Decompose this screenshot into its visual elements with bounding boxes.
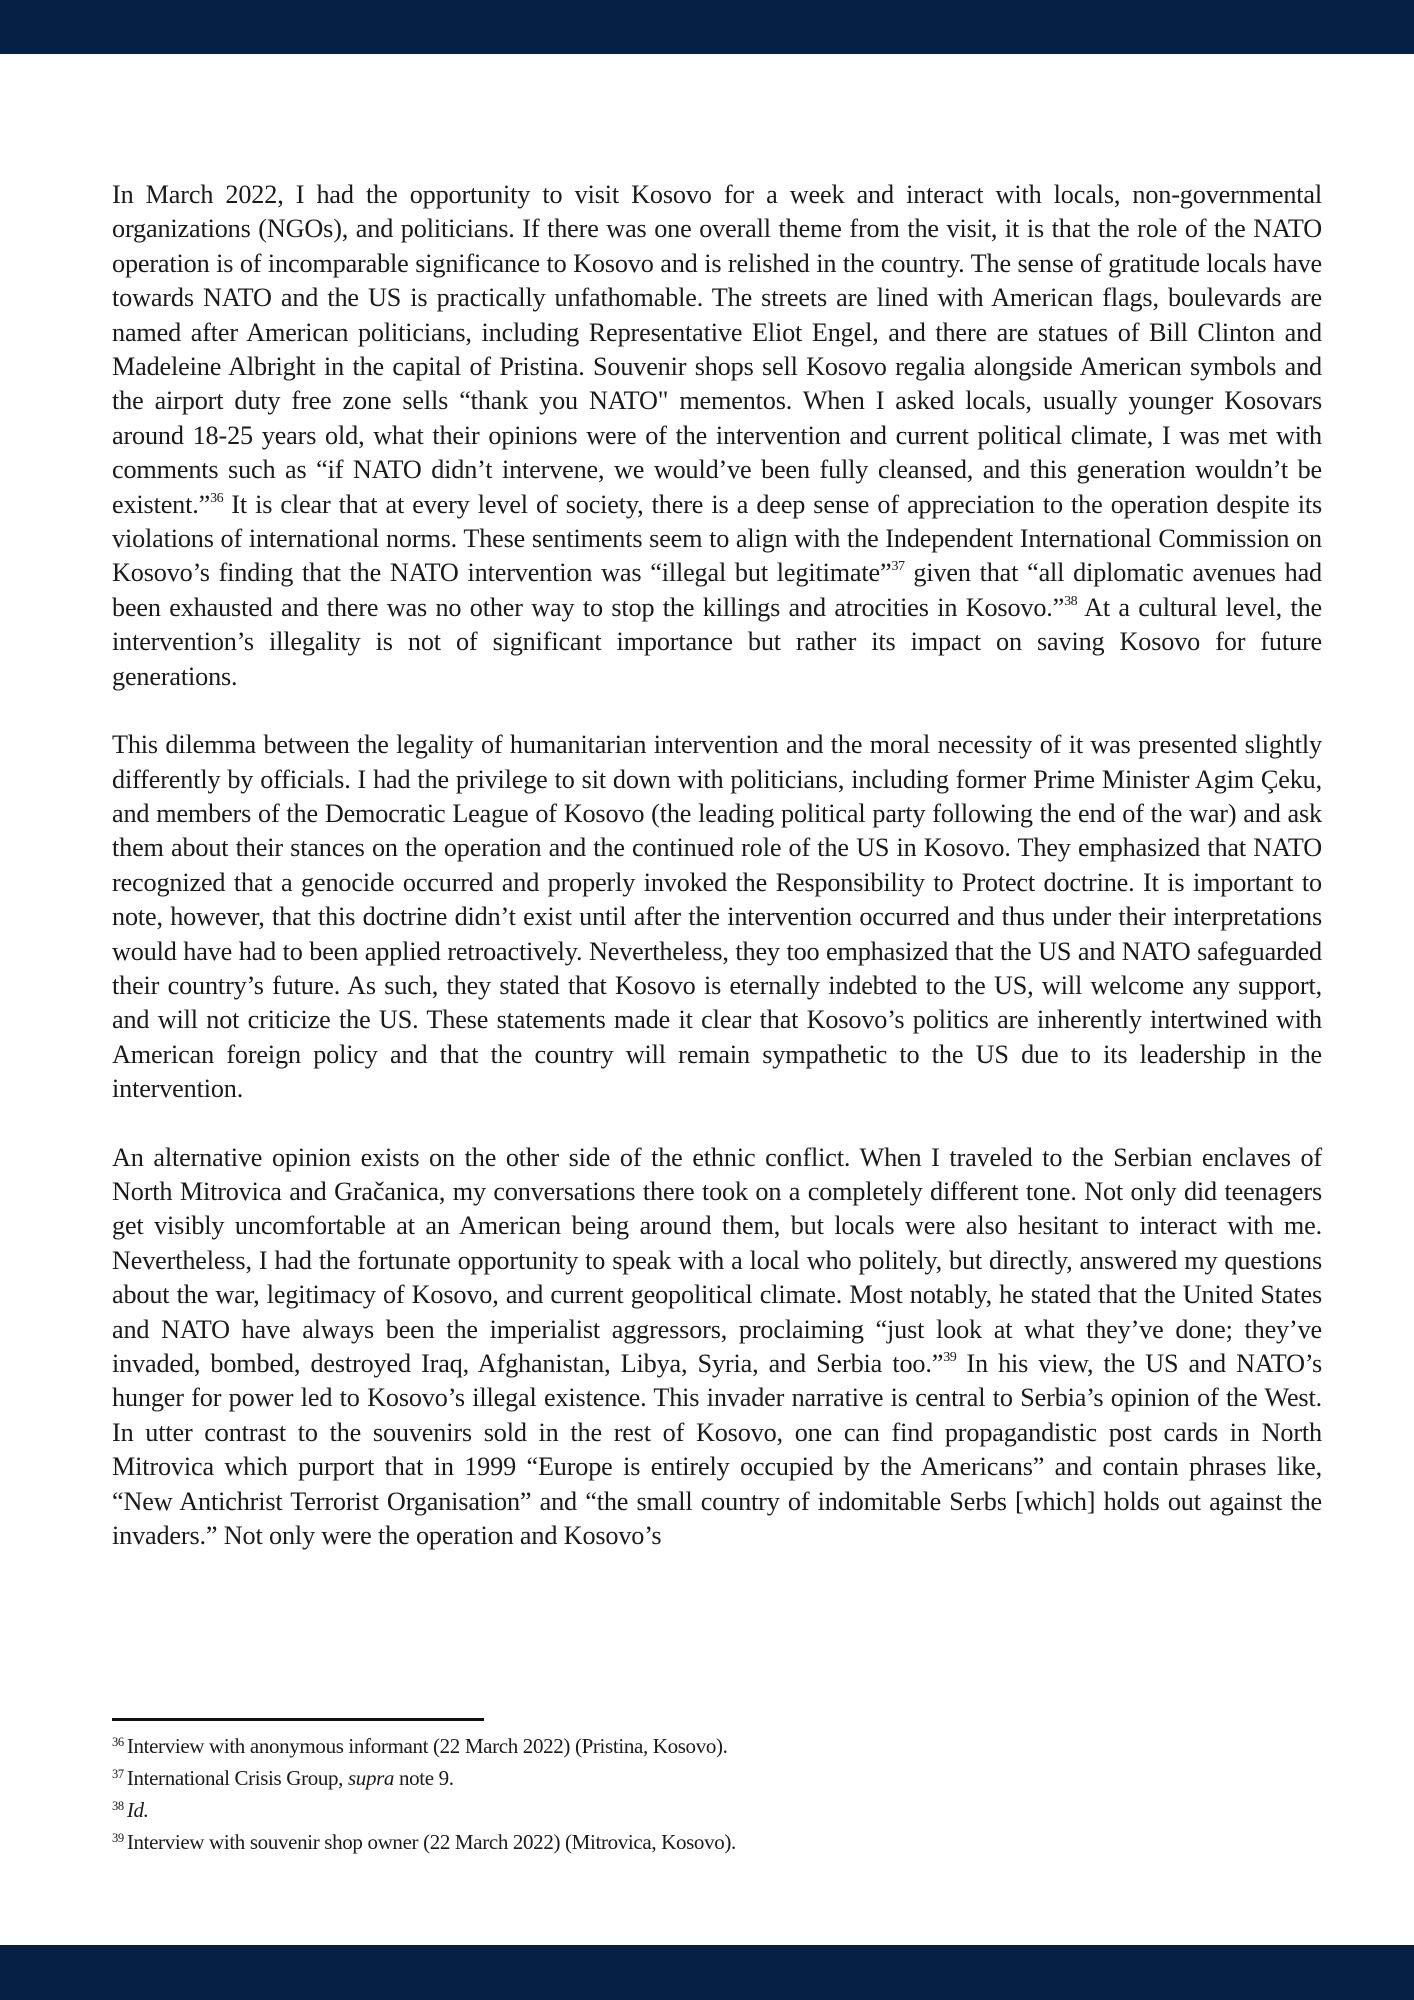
paragraph-text: In March 2022, I had the opportunity to visit Kosovo for a week and interact with locals, non-governmental organizations (NGOs), and politicians. If there was one overall theme from the visit, it is that the role of the NATO operation is of incomparable significance to Kosovo and is relished in the country. The sense of gratitude locals have towards NATO and the US is practically unfathomable. The streets are lined with American flags, boulevards are named after American politicians, including Representative Eliot Engel, and there are statues of Bill Clinton and Madeleine Albright in the capital of Pristina. Souvenir shops sell Kosovo regalia alongside American symbols and the airport duty free zone sells “thank you NATO" mementos. When I asked locals, usually younger Kosovars around 18-25 years old, what their opinions were of the intervention and current political climate, I was met with comments such as “if NATO didn’t intervene, we would’ve been fully cleansed, and this generation wouldn’t be existent.” (112, 180, 1322, 519)
footnote-number: 36 (112, 1735, 124, 1749)
paragraph (112, 178, 1322, 694)
footnote-separator (112, 1718, 484, 1721)
footnote-number: 37 (112, 1767, 124, 1781)
footnote (112, 1732, 1212, 1764)
footnote-text: Interview with anonymous informant (22 March 2022) (Pristina, Kosovo). (126, 1734, 728, 1758)
footnote-number: 38 (112, 1799, 124, 1813)
paragraph-text: given that “all diplomatic avenues had been exhausted and there was no other way to stop the killings and atrocities in Kosovo.” (112, 558, 1322, 622)
footnote-italic-text: supra (347, 1766, 395, 1790)
footnote-reference[interactable]: 36 (210, 490, 224, 506)
paragraph-text: This dilemma between the legality of humanitarian intervention and the moral necessity of it was presented slightly differently by officials. I had the privilege to sit down with politicians, including former Prime Minister Agim Çeku, and members of the Democratic League of Kosovo (the leading political party following the end of the war) and ask them about their stances on the operation and the continued role of the US in Kosovo. They emphasized that NATO recognized that a genocide occurred and properly invoked the Responsibility to Protect doctrine. It is important to note, however, that this doctrine didn’t exist until after the intervention occurred and thus under their interpretations would have had to been applied retroactively. Nevertheless, they too emphasized that the US and NATO safeguarded their country’s future. As such, they stated that Kosovo is eternally indebted to the US, will welcome any support, and will not criticize the US. These statements made it clear that Kosovo’s politics are inherently intertwined with American foreign policy and that the country will remain sympathetic to the US due to its leadership in the intervention. (112, 730, 1322, 1104)
footnote-reference[interactable]: 39 (943, 1350, 957, 1365)
footnote-text: International Crisis Group, (126, 1766, 348, 1790)
footnote (112, 1828, 1212, 1860)
footnote-italic-text: Id. (126, 1798, 149, 1822)
paragraph-text: It is clear that at every level of society, there is a deep sense of appreciation to the operation despite its violations of international norms. These sentiments seem to align with the Independent International Commission on Kosovo’s finding that the NATO intervention was “illegal but legitimate” (112, 489, 1322, 588)
footnote (112, 1764, 1212, 1796)
footnotes (112, 1732, 1212, 1860)
footnote-text: Interview with souvenir shop owner (22 March 2022) (Mitrovica, Kosovo). (126, 1830, 736, 1854)
top-banner (0, 0, 1414, 54)
footnote (112, 1796, 1212, 1828)
footnote-number: 39 (112, 1831, 124, 1845)
footnote-reference[interactable]: 37 (891, 559, 905, 575)
footnote-text: note 9. (394, 1766, 454, 1790)
paragraph-text: At a cultural level, the intervention’s illegality is not of significant importance but rather its impact on saving Kosovo for future generations. (112, 592, 1323, 691)
footnote-reference[interactable]: 38 (1064, 593, 1078, 609)
paragraph (112, 1141, 1322, 1554)
paragraph-text: In his view, the US and NATO’s hunger for power led to Kosovo’s illegal existence. This invader narrative is central to Serbia’s opinion of the West. In utter contrast to the souvenirs sold in the rest of Kosovo, one can find propagandistic post cards in North Mitrovica which purport that in 1999 “Europe is entirely occupied by the Americans” and contain phrases like, “New Antichrist Terrorist Organisation” and “the small country of indomitable Serbs [which] holds out against the invaders.” Not only were the operation and Kosovo’s (112, 1349, 1323, 1551)
paragraph-text: An alternative opinion exists on the other side of the ethnic conflict. When I traveled to the Serbian enclaves of North Mitrovica and Gračanica, my conversations there took on a completely different tone. Not only did teenagers get visibly uncomfortable at an American being around them, but locals were also hesitant to interact with me. Nevertheless, I had the fortunate opportunity to speak with a local who politely, but directly, answered my questions about the war, legitimacy of Kosovo, and current geopolitical climate. Most notably, he stated that the United States and NATO have always been the imperialist aggressors, proclaiming “just look at what they’ve done; they’ve invaded, bombed, destroyed Iraq, Afghanistan, Libya, Syria, and Serbia too.” (112, 1142, 1322, 1378)
paragraph (112, 728, 1322, 1106)
document-body (112, 178, 1322, 1587)
bottom-banner (0, 1945, 1414, 2000)
